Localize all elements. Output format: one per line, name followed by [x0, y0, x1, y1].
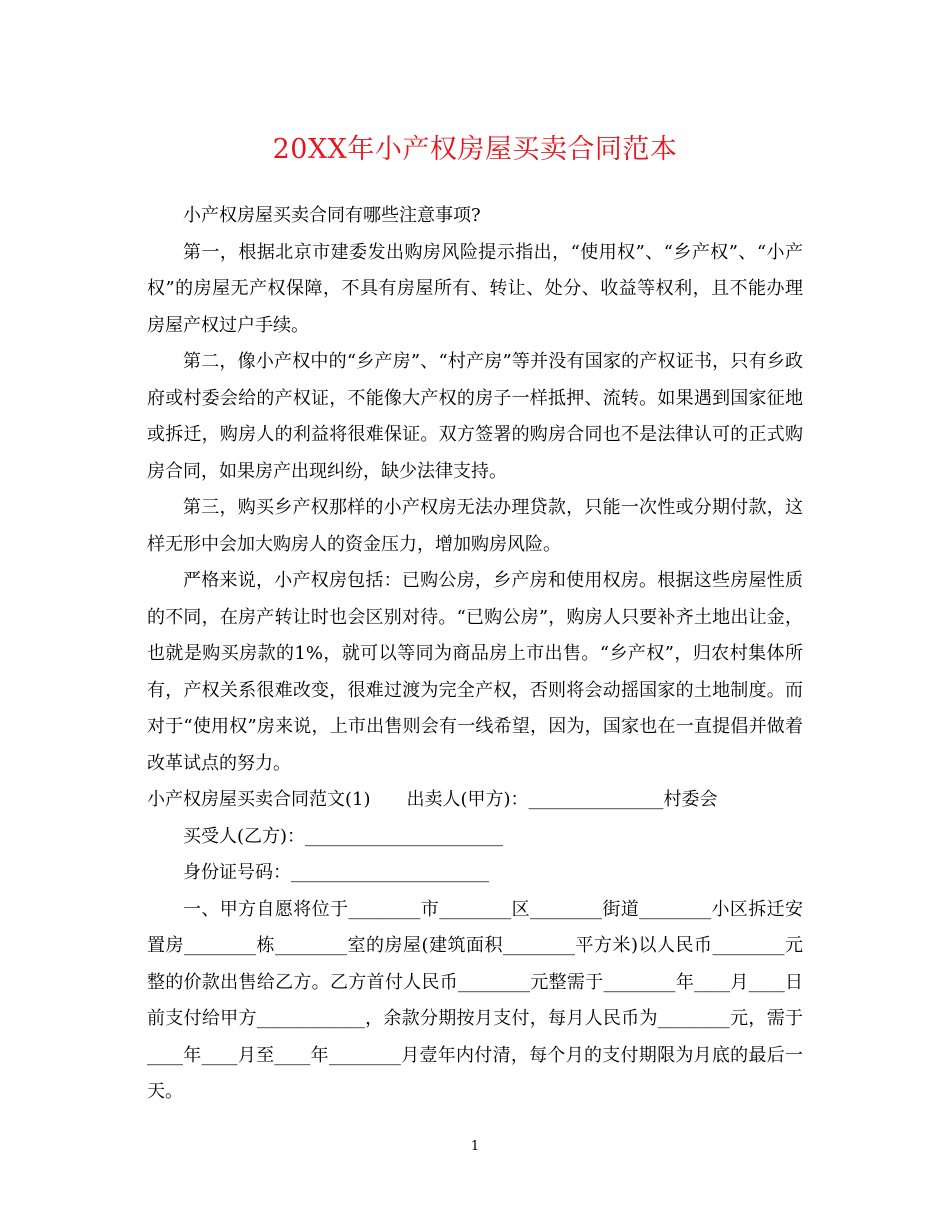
paragraph-first-point: 第一，根据北京市建委发出购房风险提示指出，“使用权”、“乡产权”、“小产权”的房屋无产权保障，不具有房屋所有、转让、处分、收益等权利，且不能办理房屋产权过户手续。 [147, 241, 803, 336]
paragraph-strictly-speaking: 严格来说，小产权房包括：已购公房，乡产房和使用权房。根据这些房屋性质的不同，在房产转让时也会区别对待。“已购公房”，购房人只要补齐土地出让金，也就是购买房款的1%，就可以等同为商品房上市出售。“乡产权”，归农村集体所有，产权关系很难改变，很难过渡为完全产权，否则将会动摇国家的土地制度。而对于“使用权”房来说，上市出售则会有一线希望，因为，国家也在一直提倡并做着改革试点的努力。 [147, 570, 803, 774]
paragraph-article-one: 一、甲方自愿将位于________市________区________街道________小区拆迁安置房________栋________室的房屋(建筑面积________平方米)以人民币________元整的价款出售给乙方。乙方首付人民币________元整需于________年____月____日前支付给甲方____________，余款分期按月支付，每月人民币为________元，需于____年____月至____年________月壹年内付清，每个月的支付期限为月底的最后一天。 [147, 898, 803, 1102]
paragraph-contract-sample-seller: 小产权房屋买卖合同范文(1) 出卖人(甲方)：_______________村委会 [147, 789, 718, 810]
page-number: 1 [470, 1139, 480, 1154]
document-body [147, 198, 803, 1111]
paragraph-third-point: 第三，购买乡产权那样的小产权房无法办理贷款，只能一次性或分期付款，这样无形中会加大购房人的资金压力，增加购房风险。 [147, 497, 803, 555]
document-title: 20XX年小产权房屋买卖合同范本 [272, 134, 678, 165]
paragraph-id-number: 身份证号码：______________________ [183, 862, 489, 883]
paragraph-notice-question: 小产权房屋买卖合同有哪些注意事项? [183, 205, 481, 226]
paragraph-buyer: 买受人(乙方)：______________________ [183, 825, 504, 847]
paragraph-second-point: 第二，像小产权中的“乡产房”、“村产房”等并没有国家的产权证书，只有乡政府或村委会给的产权证，不能像大产权的房子一样抵押、流转。如果遇到国家征地或拆迁，购房人的利益将很难保证。双方签署的购房合同也不是法律认可的正式购房合同，如果房产出现纠纷，缺少法律支持。 [147, 351, 803, 482]
